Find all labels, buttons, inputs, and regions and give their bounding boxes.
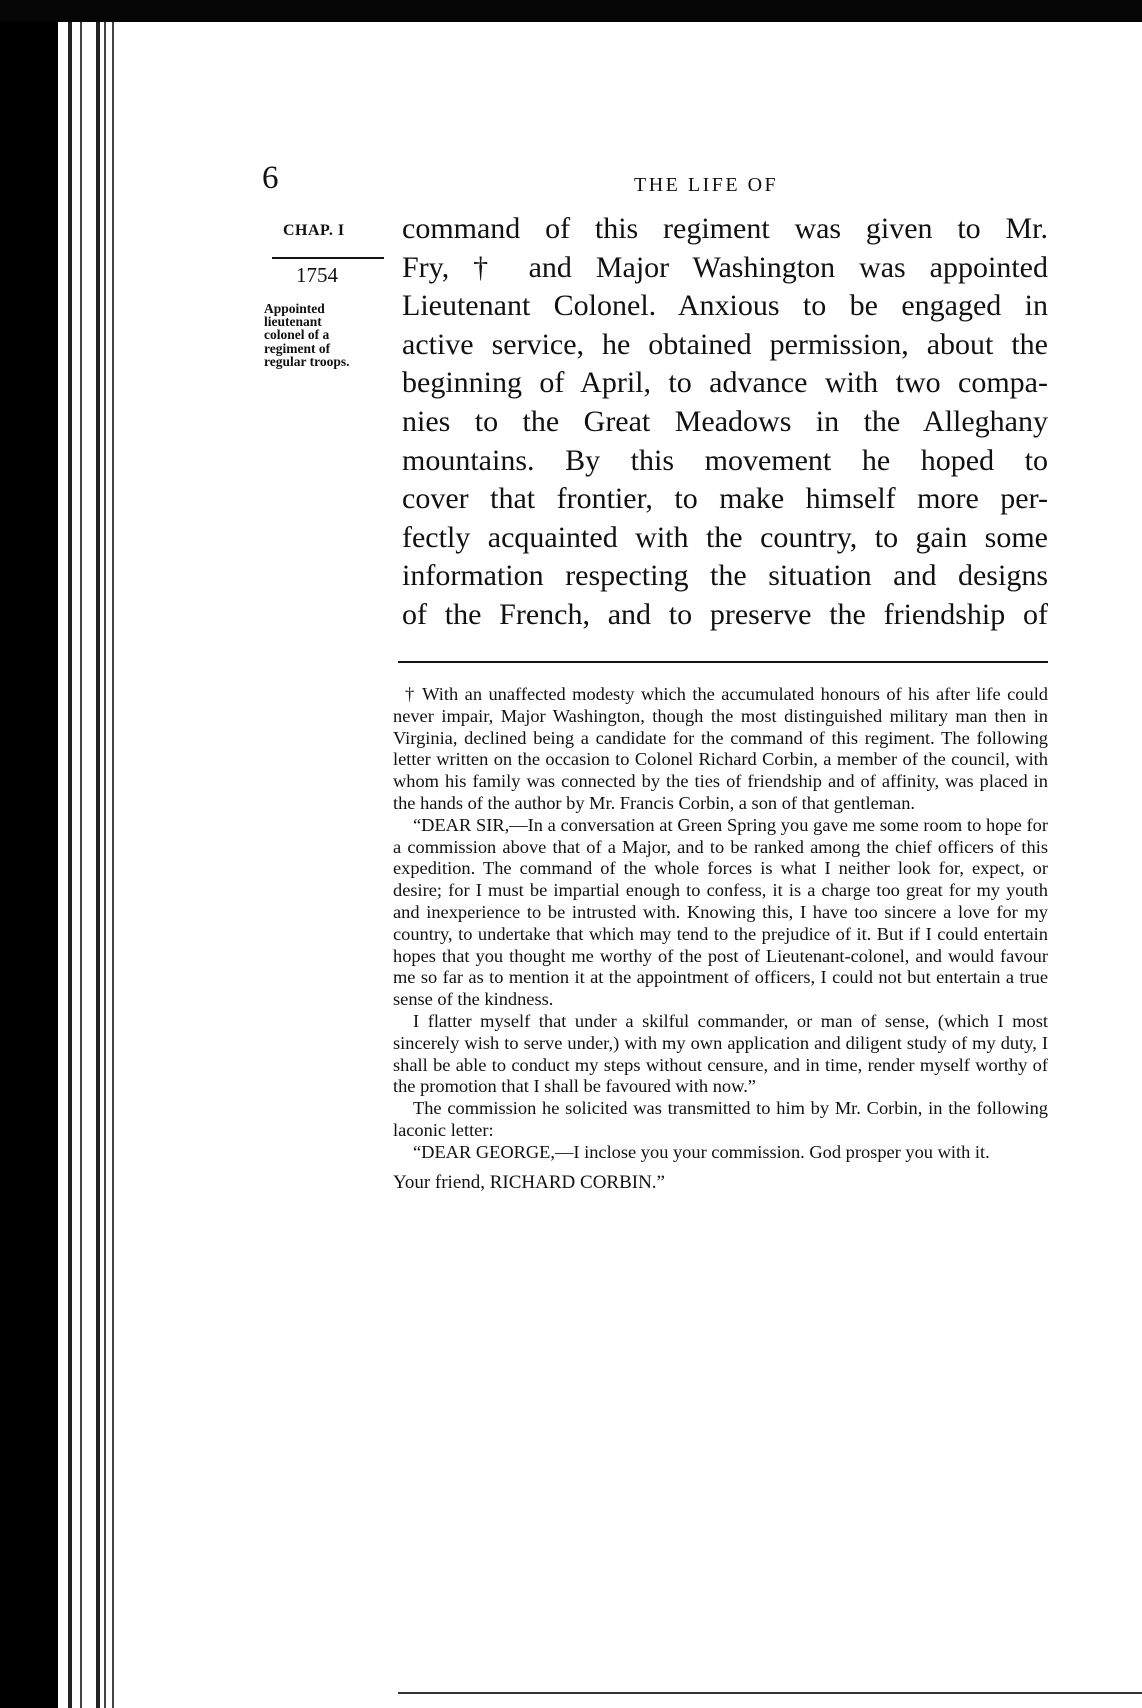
chapter-rule	[272, 257, 384, 259]
body-line: information respecting the situation and designs	[402, 559, 1048, 593]
letter-signoff: Your friend, RICHARD CORBIN.”	[393, 1171, 665, 1193]
body-line: active service, he obtained permission, about the	[402, 327, 1048, 361]
scan-bottom-rule	[398, 1692, 1142, 1694]
footnote-paragraph: The commission he solicited was transmitted to him by Mr. Corbin, in the following laconic letter:	[393, 1098, 1048, 1140]
body-line: mountains. By this movement he hoped to	[402, 443, 1048, 477]
scan-top-border	[0, 0, 1142, 22]
binding-line	[104, 22, 106, 1708]
running-head: THE LIFE OF	[634, 174, 779, 196]
body-line: nies to the Great Meadows in the Alleghany	[402, 404, 1048, 438]
binding-line	[112, 22, 114, 1708]
footnote-paragraph: † With an unaffected modesty which the accumulated honours of his after life could never impair, Major Washington, though the most distinguished military man then in Virginia, declined being a candidate for the command of this regiment. The following letter written on the occasion to Colonel Richard Corbin, a member of the council, with whom his family was connected by the ties of friendship and of affinity, was placed in the hands of the author by Mr. Francis Corbin, a son of that gentleman.	[393, 684, 1048, 813]
footnote-paragraph: “DEAR GEORGE,—I inclose you your commission. God prosper you with it.	[413, 1141, 990, 1162]
footnote-rule	[398, 661, 1048, 663]
body-line: fectly acquainted with the country, to gain some	[402, 520, 1048, 554]
body-line: of the French, and to preserve the friendship of	[402, 597, 1048, 631]
body-line: Fry, † and Major Washington was appointed	[402, 250, 1048, 284]
body-line: Lieutenant Colonel. Anxious to be engaged in	[402, 289, 1048, 323]
footnote-paragraph: I flatter myself that under a skilful commander, or man of sense, (which I most sincerely wish to serve under,) with my own application and diligent study of my duty, I shall be able to conduct my steps without censure, and in time, render myself worthy of the promotion that I shall be favoured with now.”	[393, 1010, 1048, 1097]
binding-line	[96, 22, 100, 1708]
chapter-label: CHAP. I	[283, 222, 345, 239]
body-line: beginning of April, to advance with two compa-	[402, 366, 1048, 400]
body-text	[402, 210, 1048, 635]
body-line: command of this regiment was given to Mr.	[402, 212, 1048, 245]
margin-note: Appointed lieutenant colonel of a regiment of regular troops.	[264, 301, 350, 369]
binding-line	[80, 22, 82, 1708]
binding-line	[68, 22, 72, 1708]
scan-left-edge	[0, 22, 58, 1708]
page-number: 6	[262, 160, 279, 196]
footnote	[393, 684, 1048, 1193]
body-line: cover that frontier, to make himself more per-	[402, 482, 1048, 516]
margin-year: 1754	[296, 263, 338, 287]
footnote-paragraph: “DEAR SIR,—In a conversation at Green Spring you gave me some room to hope for a commission above that of a Major, and to be ranked among the chief officers of this expedition. The command of the whole forces is what I neither look for, expect, or desire; for I must be impartial enough to confess, it is a charge too great for my youth and inexperience to be intrusted with. Knowing this, I have too sincere a love for my country, to undertake that which may tend to the prejudice of it. But if I could entertain hopes that you thought me worthy of the post of Lieutenant-colonel, and would favour me so far as to mention it at the appointment of officers, I could not but entertain a true sense of the kindness.	[393, 814, 1048, 1010]
